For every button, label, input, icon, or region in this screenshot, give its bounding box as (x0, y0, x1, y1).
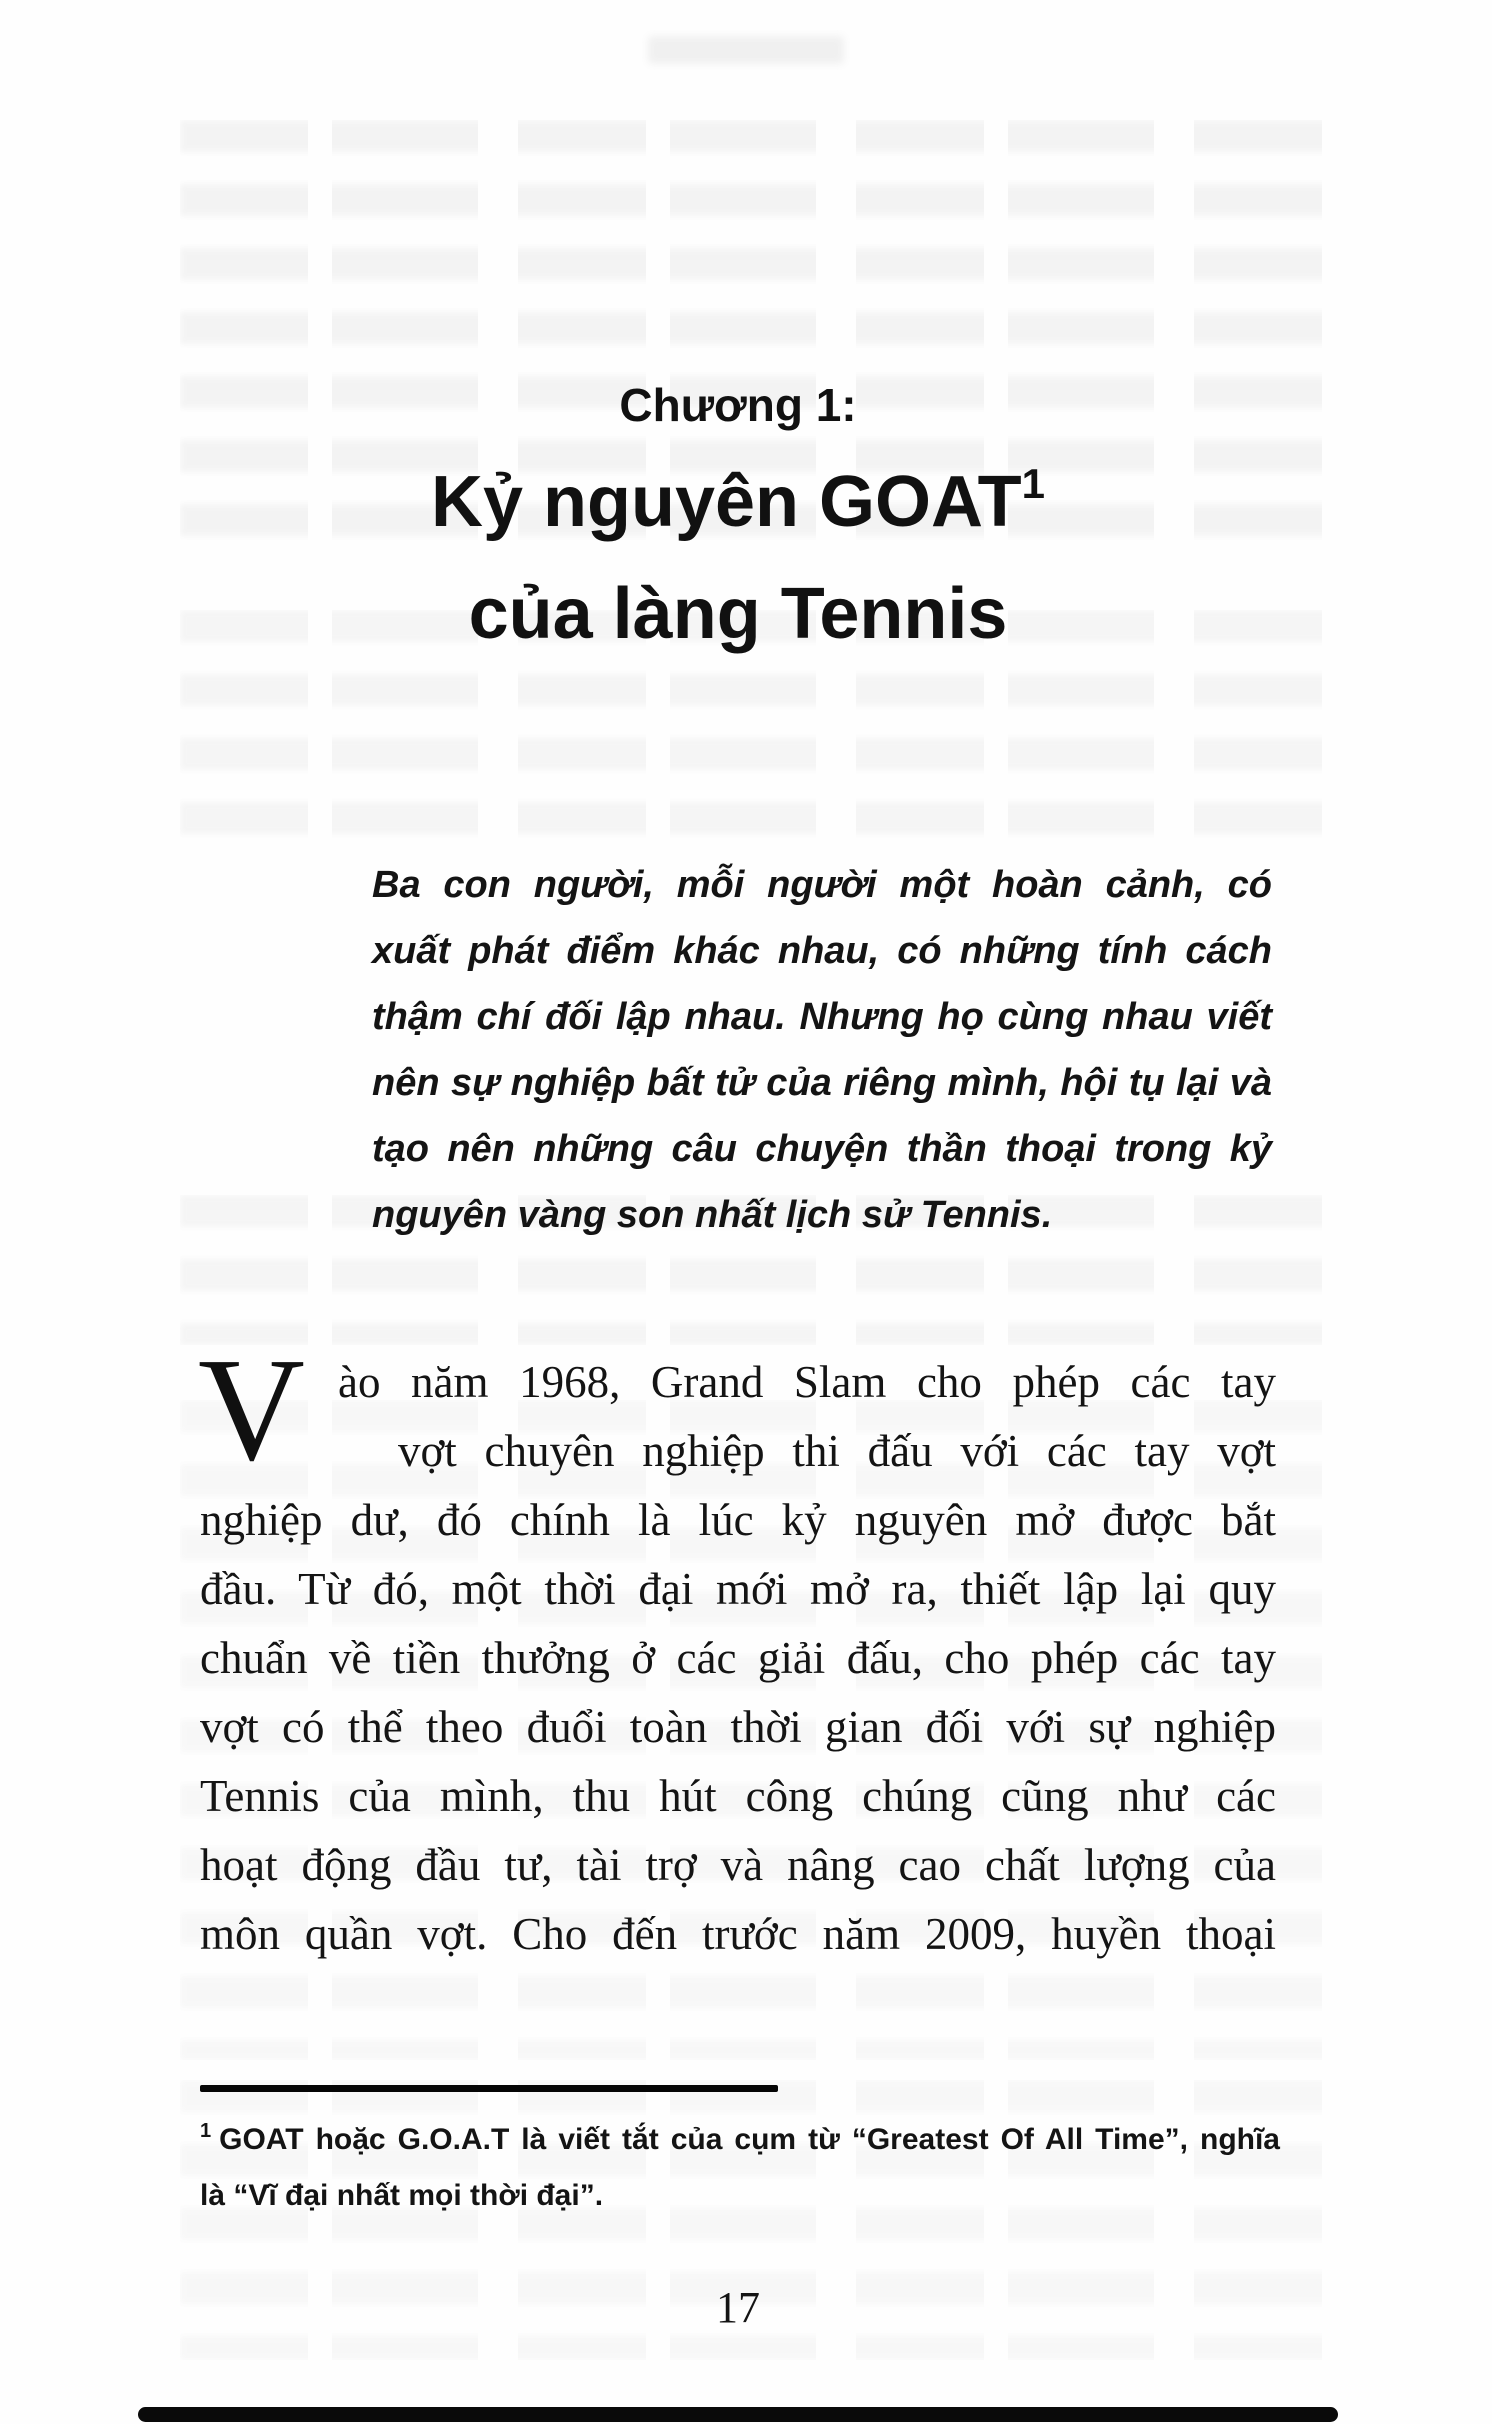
epigraph-line: thậm chí đối lập nhau. Nhưng họ cùng nhau viết (372, 996, 1272, 1038)
body-text-line: ào năm 1968, Grand Slam cho phép các tay (338, 1357, 1276, 1407)
page-number: 17 (716, 2283, 760, 2332)
body-paragraph (198, 1328, 1276, 1969)
body-text-line: hoạt động đầu tư, tài trợ và nâng cao chất lượng của (200, 1840, 1276, 1890)
epigraph (372, 852, 1272, 1248)
footnote-line: là “Vĩ đại nhất mọi thời đại”. (200, 2179, 604, 2212)
body-text-line: Tennis của mình, thu hút công chúng cũng như các (200, 1771, 1276, 1821)
epigraph-line: Ba con người, mỗi người một hoàn cảnh, có (372, 864, 1272, 906)
body-text-line: vợt có thể theo đuổi toàn thời gian đối với sự nghiệp (200, 1702, 1276, 1752)
epigraph-line: nguyên vàng son nhất lịch sử Tennis. (372, 1194, 1053, 1236)
epigraph-line: xuất phát điểm khác nhau, có những tính cách (372, 930, 1272, 972)
chapter-title-line2: của làng Tennis (468, 574, 1008, 654)
epigraph-line: nên sự nghiệp bất tử của riêng mình, hội tụ lại và (372, 1062, 1272, 1104)
footnote-line (200, 2112, 1280, 2168)
footnote-text: GOAT hoặc G.O.A.T là viết tắt của cụm từ “Greatest Of All Time”, nghĩa (219, 2123, 1280, 2156)
dropcap-letter: V (198, 1328, 305, 1492)
chapter-title-line1 (200, 446, 1276, 558)
body-text-line: chuẩn về tiền thưởng ở các giải đấu, cho phép các tay (200, 1633, 1276, 1683)
chapter-title-text: Kỷ nguyên GOAT (430, 462, 1022, 542)
body-text-line: vợt chuyên nghiệp thi đấu với các tay vợt (398, 1426, 1276, 1476)
body-text-line: đầu. Từ đó, một thời đại mới mở ra, thiết lập lại quy (200, 1564, 1276, 1614)
footnote-separator-rule (200, 2085, 778, 2092)
bleed-through-running-header (648, 36, 844, 64)
chapter-label: Chương 1: (619, 379, 857, 431)
body-text-line: môn quần vợt. Cho đến trước năm 2009, huyền thoại (200, 1909, 1276, 1959)
scan-edge-artifact (138, 2407, 1338, 2422)
body-text-line: nghiệp dư, đó chính là lúc kỷ nguyên mở được bắt (200, 1495, 1276, 1545)
footnote-reference-marker: 1 (1021, 460, 1046, 507)
epigraph-line: tạo nên những câu chuyện thần thoại trong kỷ (372, 1128, 1272, 1170)
footnote-marker: 1 (200, 2120, 212, 2142)
chapter-title (200, 446, 1276, 670)
footnote (200, 2112, 1280, 2224)
